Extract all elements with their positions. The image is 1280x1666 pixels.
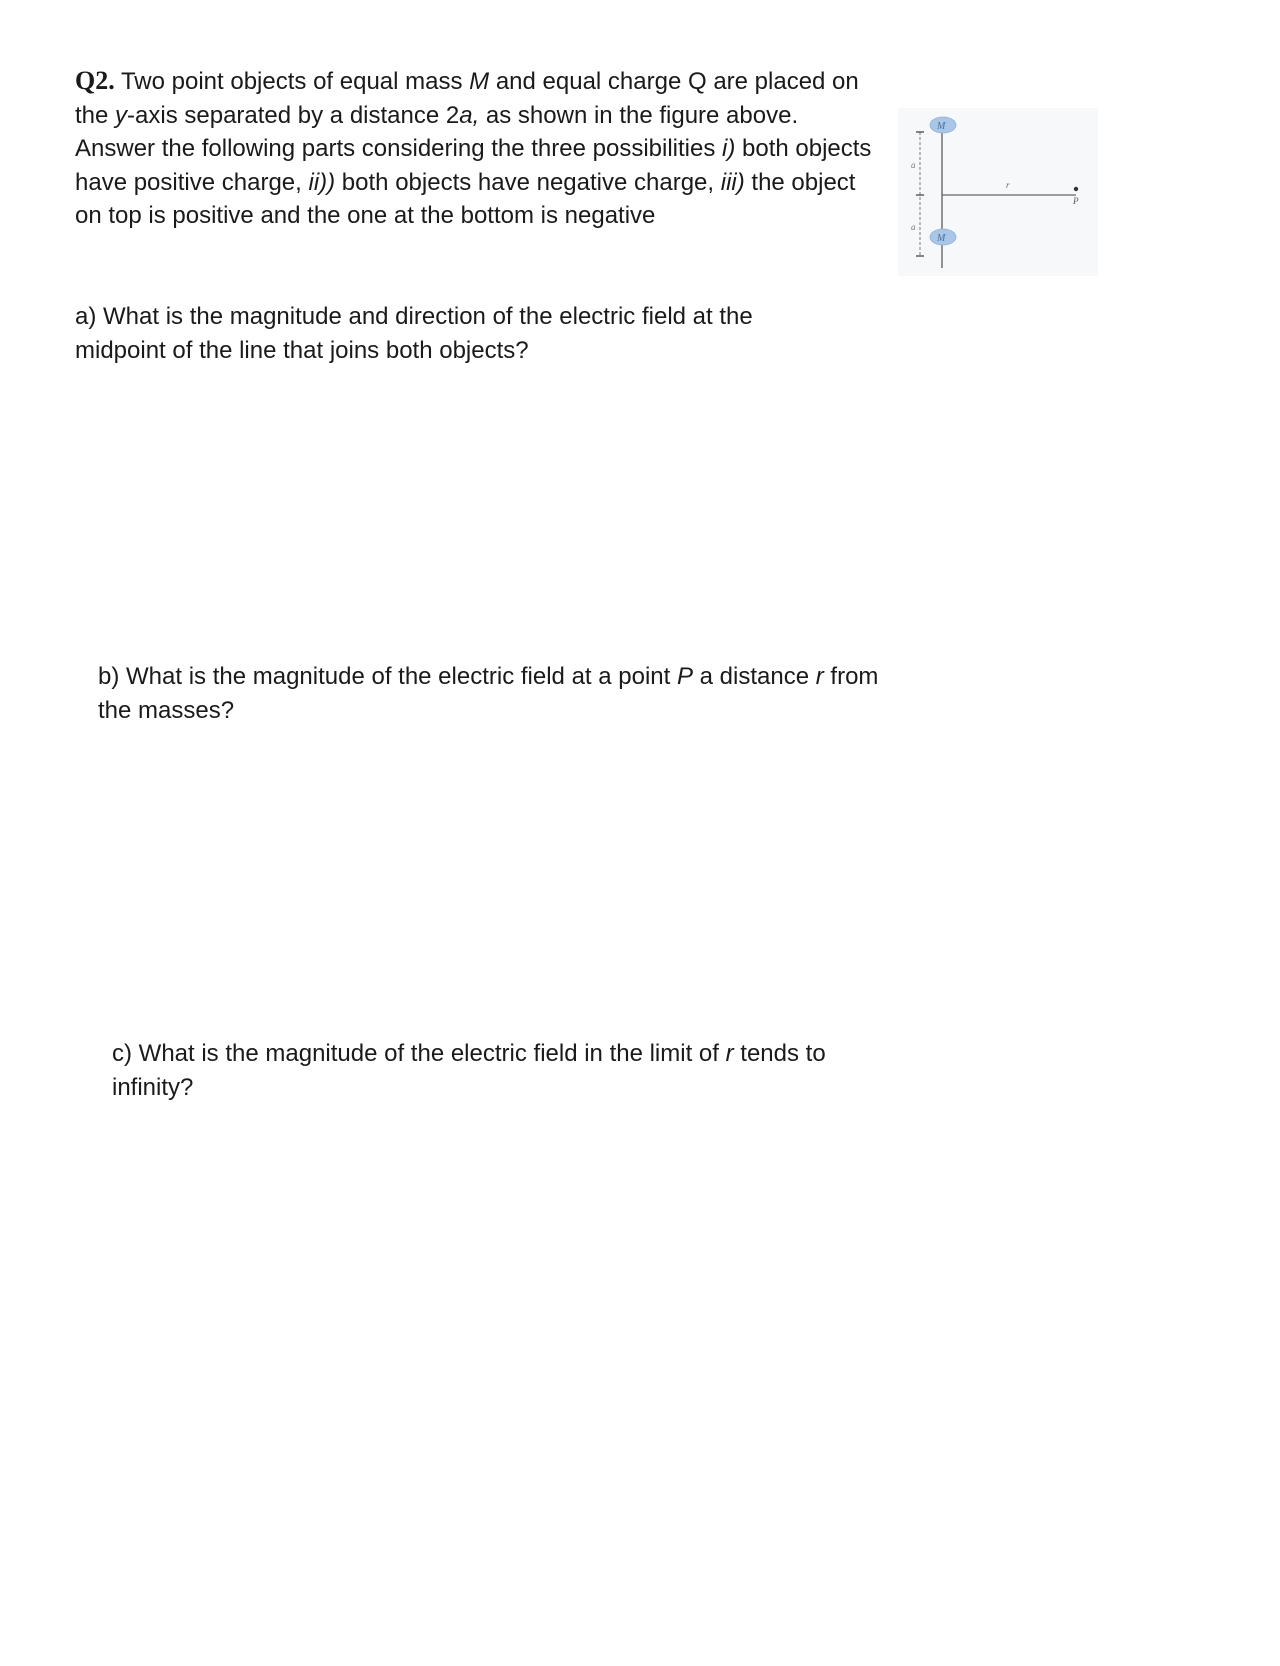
case-3-label: iii): [720, 168, 745, 196]
question-statement: [75, 64, 875, 233]
point-symbol: P: [676, 663, 693, 690]
part-b-r-symbol: r: [815, 663, 824, 690]
question-text-3: -axis separated by a distance 2: [127, 101, 460, 129]
part-c-r-symbol: r: [725, 1040, 734, 1067]
part-c-question: [112, 1037, 912, 1105]
distance-r-label: r: [1006, 180, 1010, 190]
part-c-text-1: c) What is the magnitude of the electric field in the limit of: [112, 1040, 726, 1067]
question-text-4: as shown in the figure above. Answer the following parts considering the three possibilities: [75, 101, 799, 162]
question-text-1: Two point objects of equal mass: [114, 68, 470, 95]
bottom-mass-label: M: [937, 233, 946, 244]
part-b-text-3: from the masses?: [98, 663, 879, 724]
case-2-text: both objects have negative charge,: [335, 168, 721, 196]
part-a-text: a) What is the magnitude and direction of the electric field at the midpoint of the line that joins both objects?: [75, 303, 753, 364]
part-b-text-2: a distance: [693, 663, 816, 690]
distance-symbol: a,: [459, 101, 480, 129]
part-c-text-2: tends to infinity?: [112, 1040, 826, 1101]
figure-background: [898, 108, 1098, 276]
point-p-marker: [1074, 187, 1078, 191]
mass-symbol: M: [469, 68, 490, 95]
question-text-2: and equal charge Q are placed on the: [75, 68, 859, 129]
lower-half-label: a: [911, 222, 916, 232]
y-axis-symbol: y: [115, 101, 128, 129]
top-mass-label: M: [937, 121, 946, 132]
case-1-label: i): [722, 135, 736, 162]
question-number: Q2.: [75, 66, 115, 95]
case-1-text: both objects have positive charge,: [75, 135, 872, 196]
part-b-question: [98, 660, 898, 728]
part-b-text-1: b) What is the magnitude of the electric field at a point: [98, 663, 677, 690]
charges-diagram: [898, 108, 1098, 276]
point-p-label: P: [1073, 196, 1079, 206]
case-3-text: the object on top is positive and the one at the bottom is negative: [75, 168, 856, 229]
charges-figure: [898, 108, 1098, 276]
upper-half-label: a: [911, 160, 916, 170]
part-a-question: [75, 300, 835, 368]
case-2-label: ii)): [308, 168, 336, 196]
